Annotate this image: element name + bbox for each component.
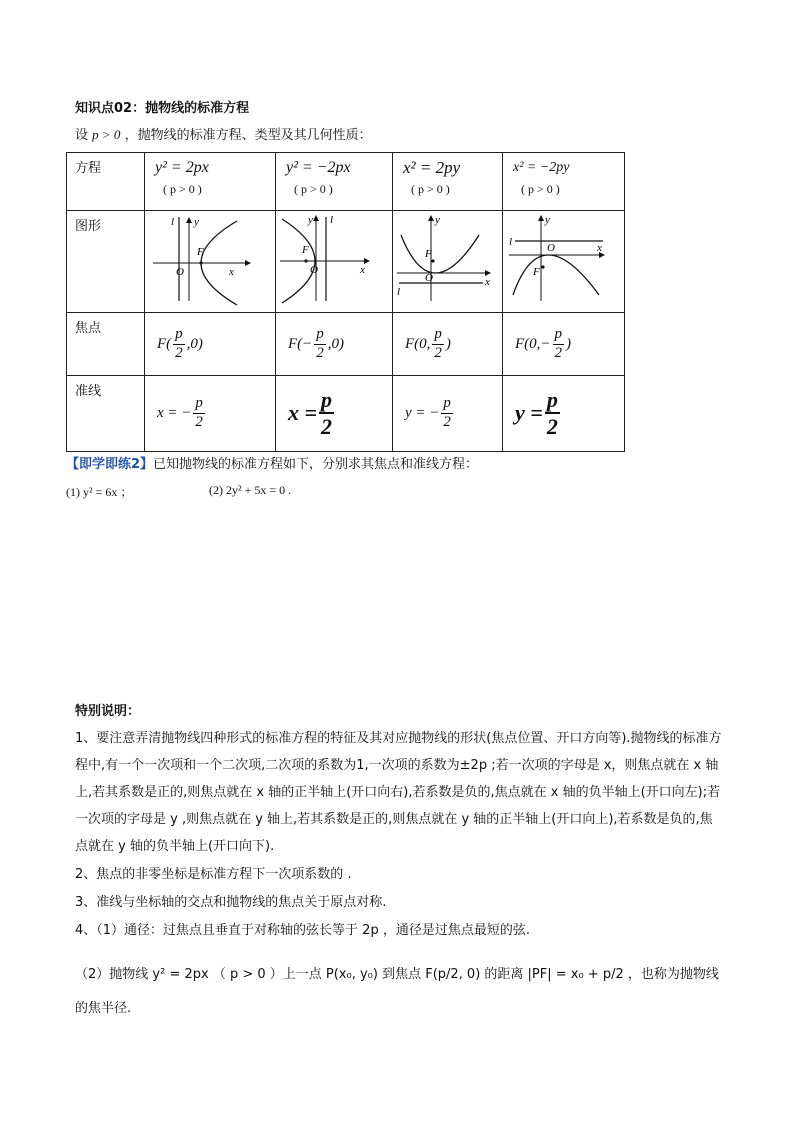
fraction-p-over-2: $\frac{p}{2}$: [195, 395, 203, 430]
label-y: y: [308, 214, 313, 226]
cell-directrix-3: [393, 376, 503, 452]
label-F: F: [197, 246, 204, 258]
label-F: F: [425, 248, 432, 260]
cell-eq-3: [393, 153, 503, 211]
focus-prefix: F(0,: [405, 335, 431, 352]
equation: y² = 2px: [155, 159, 209, 176]
cell-focus-3: [393, 313, 503, 376]
equation: x² = −2py: [513, 160, 570, 175]
row-equation: [67, 153, 625, 211]
directrix-prefix: y =: [515, 400, 543, 425]
focus-suffix: ): [566, 335, 572, 352]
label-y: y: [435, 214, 440, 226]
fraction-p-over-2: $\frac{p}{2}$: [316, 326, 324, 361]
directrix-prefix: x =: [288, 400, 318, 425]
exercise-text: 已知抛物线的标准方程如下，分别求其焦点和准线方程：: [153, 457, 479, 472]
cell-eq-1: [145, 153, 276, 211]
equation: x² = 2py: [403, 158, 461, 177]
note-paragraph-1: 1、要注意弄清抛物线四种形式的标准方程的特征及其对应抛物线的形状(焦点位置、开口方向等).抛物线的标准方程中,有一个一次项和一个二次项,二次项的系数为1,一次项的系数为±2p ;若一次项的字母是 x，则焦点就在 x 轴上,若其系数是正的,则焦点就在 x 轴的正半轴上(开口向右),若系数是负的,焦点就在 x 轴的负半轴上(开口向左);若一次项的字母是 y ,则焦点就在 y 轴上,若其系数是正的,则焦点就在 y 轴的正半轴上(开口向上),若系数是负的,焦点就在 y 轴的负半轴上(开口向下).: [75, 731, 722, 854]
label-l: l: [330, 214, 334, 226]
note-paragraph-5: （2）抛物线 y² = 2px （ p > 0 ）上一点 P(x₀, y₀) 到焦点 F(p/2, 0) 的距离 |PF| = x₀ + p/2 ，也称为抛物线的焦半径.: [75, 967, 719, 1016]
cell-eq-4: [503, 153, 625, 211]
row-graph: [67, 211, 625, 313]
focus-suffix: ,0): [327, 335, 345, 352]
exercise-problems: [66, 483, 292, 500]
focus-prefix: F(−: [288, 335, 313, 352]
fraction-p-over-2: $\frac{p}{2}$: [443, 395, 451, 430]
cell-graph-4: [503, 211, 625, 313]
note-paragraph-3: 3、准线与坐标轴的交点和抛物线的焦点关于原点对称.: [75, 895, 387, 910]
focus-prefix: F(: [157, 335, 172, 352]
note-paragraph-2: 2、焦点的非零坐标是标准方程下一次项系数的 .: [75, 867, 352, 882]
row-label-equation: 方程: [67, 153, 145, 211]
notes-title: 特别说明：: [75, 704, 141, 719]
row-label-graph: 图形: [67, 211, 145, 313]
label-O: O: [425, 272, 433, 284]
cell-focus-4: [503, 313, 625, 376]
row-label-directrix: 准线: [67, 376, 145, 452]
condition: ( p > 0 ): [294, 182, 333, 196]
intro-condition: p > 0: [92, 127, 121, 142]
label-l: l: [397, 286, 401, 298]
row-focus: [67, 313, 625, 376]
focus-suffix: ,0): [186, 335, 203, 352]
cell-graph-1: [145, 211, 276, 313]
fraction-p-over-2: $\frac{p}{2}$: [546, 386, 558, 439]
label-y: y: [545, 214, 550, 226]
focus-suffix: ): [445, 335, 451, 352]
label-l: l: [509, 236, 513, 248]
parabola-right-graph: [145, 211, 265, 307]
cell-directrix-4: [503, 376, 625, 452]
fraction-p-over-2: $\frac{p}{2}$: [175, 326, 183, 361]
condition: ( p > 0 ): [411, 182, 450, 196]
parabola-up-graph: [393, 211, 499, 307]
intro-suffix: ，抛物线的标准方程、类型及其几何性质：: [124, 128, 372, 143]
parabola-table: [66, 152, 625, 452]
label-y: y: [194, 216, 199, 228]
equation: y² = −2px: [286, 159, 351, 176]
cell-focus-2: [276, 313, 393, 376]
label-O: O: [176, 266, 184, 278]
label-l: l: [171, 216, 175, 228]
parabola-down-graph: [503, 211, 621, 307]
directrix-prefix: y = −: [405, 404, 440, 421]
problem-2: (2) 2y² + 5x = 0 .: [209, 483, 292, 497]
parabola-left-graph: [276, 211, 388, 307]
fraction-p-over-2: $\frac{p}{2}$: [554, 326, 563, 361]
label-O: O: [547, 242, 555, 254]
cell-graph-2: [276, 211, 393, 313]
row-directrix: [67, 376, 625, 452]
exercise-line: [66, 453, 478, 472]
exercise-tag: 【即学即练2】: [66, 457, 154, 472]
condition: ( p > 0 ): [163, 182, 202, 196]
label-x: x: [597, 242, 602, 254]
label-x: x: [485, 276, 490, 288]
directrix-prefix: x = −: [157, 404, 192, 421]
label-x: x: [360, 264, 365, 276]
section-heading: 知识点02：抛物线的标准方程: [75, 101, 250, 116]
fraction-p-over-2: $\frac{p}{2}$: [321, 386, 333, 439]
focus-prefix: F(0,−: [515, 335, 551, 352]
cell-eq-2: [276, 153, 393, 211]
intro-prefix: 设: [75, 128, 89, 143]
intro-line: [75, 124, 372, 143]
row-label-focus: 焦点: [67, 313, 145, 376]
cell-directrix-2: [276, 376, 393, 452]
label-O: O: [310, 264, 318, 276]
problem-1: (1) y² = 6x ；: [66, 485, 133, 499]
fraction-p-over-2: $\frac{p}{2}$: [434, 326, 442, 361]
note-paragraph-4: 4、（1）通径：过焦点且垂直于对称轴的弦长等于 2p ，通径是过焦点最短的弦.: [75, 923, 530, 938]
label-x: x: [229, 266, 234, 278]
condition: ( p > 0 ): [521, 182, 560, 196]
label-F: F: [533, 266, 540, 278]
cell-graph-3: [393, 211, 503, 313]
cell-directrix-1: [145, 376, 276, 452]
cell-focus-1: [145, 313, 276, 376]
label-F: F: [302, 244, 309, 256]
